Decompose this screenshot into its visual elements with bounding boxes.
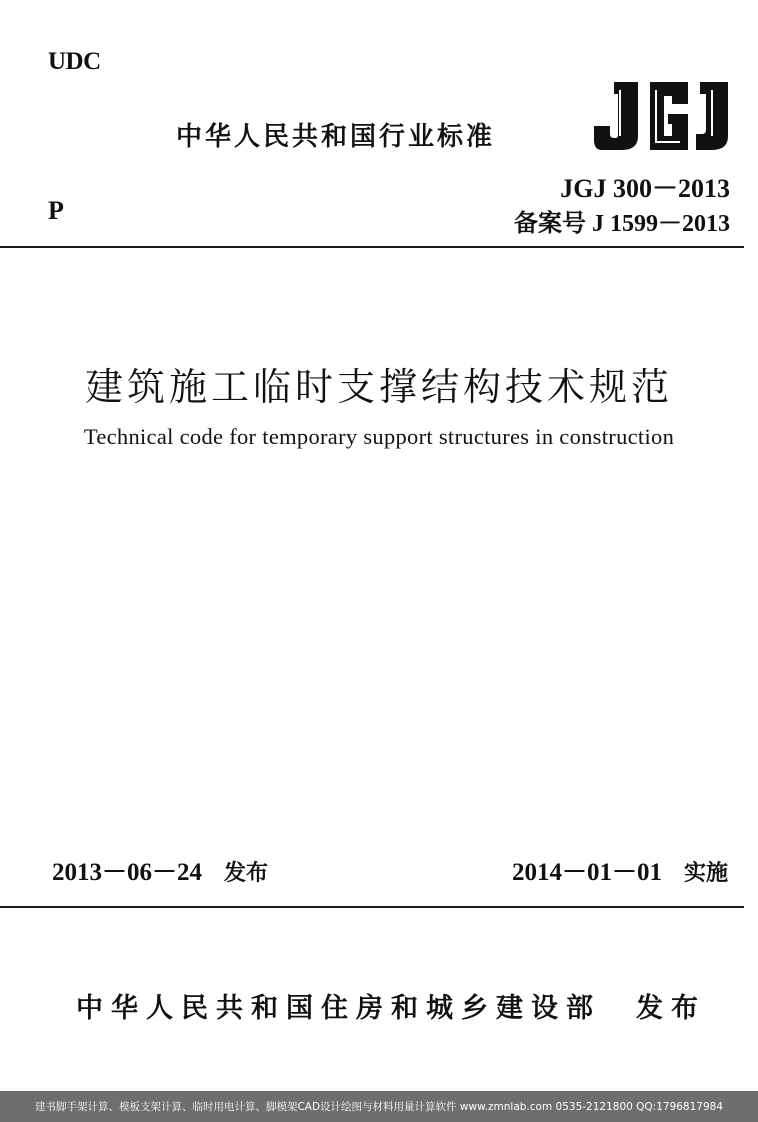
issue-date: 2013－06－24 xyxy=(52,859,203,886)
udc-label: UDC xyxy=(48,48,101,75)
standard-code: JGJ 300－2013 xyxy=(560,174,730,203)
implement-label: 实施 xyxy=(683,861,728,886)
issuer-name: 中华人民共和国住房和城乡建设部 xyxy=(76,993,601,1024)
implement-date-line xyxy=(512,852,728,888)
classification-letter: P xyxy=(48,196,64,225)
industry-standard-heading: 中华人民共和国行业标准 xyxy=(176,122,496,152)
footer-text: 建书脚手架计算、模板支架计算、临时用电计算、脚模架CAD设计绘图与材料用量计算软件 www.zmnlab.com 0535-2121800 QQ:1796817984 xyxy=(34,1101,724,1113)
footer-banner xyxy=(0,1091,758,1122)
header-divider xyxy=(0,246,744,248)
implement-date: 2014－01－01 xyxy=(511,859,662,886)
title-english: Technical code for temporary support structures in construction xyxy=(83,424,675,449)
issue-label: 发布 xyxy=(224,861,269,886)
record-number: 备案号 J 1599－2013 xyxy=(514,211,730,237)
issuer-action: 发布 xyxy=(636,993,706,1024)
jgj-logo xyxy=(592,80,732,152)
title-chinese: 建筑施工临时支撑结构技术规范 xyxy=(84,365,673,409)
date-divider xyxy=(0,906,744,908)
issue-date-line xyxy=(52,852,268,888)
